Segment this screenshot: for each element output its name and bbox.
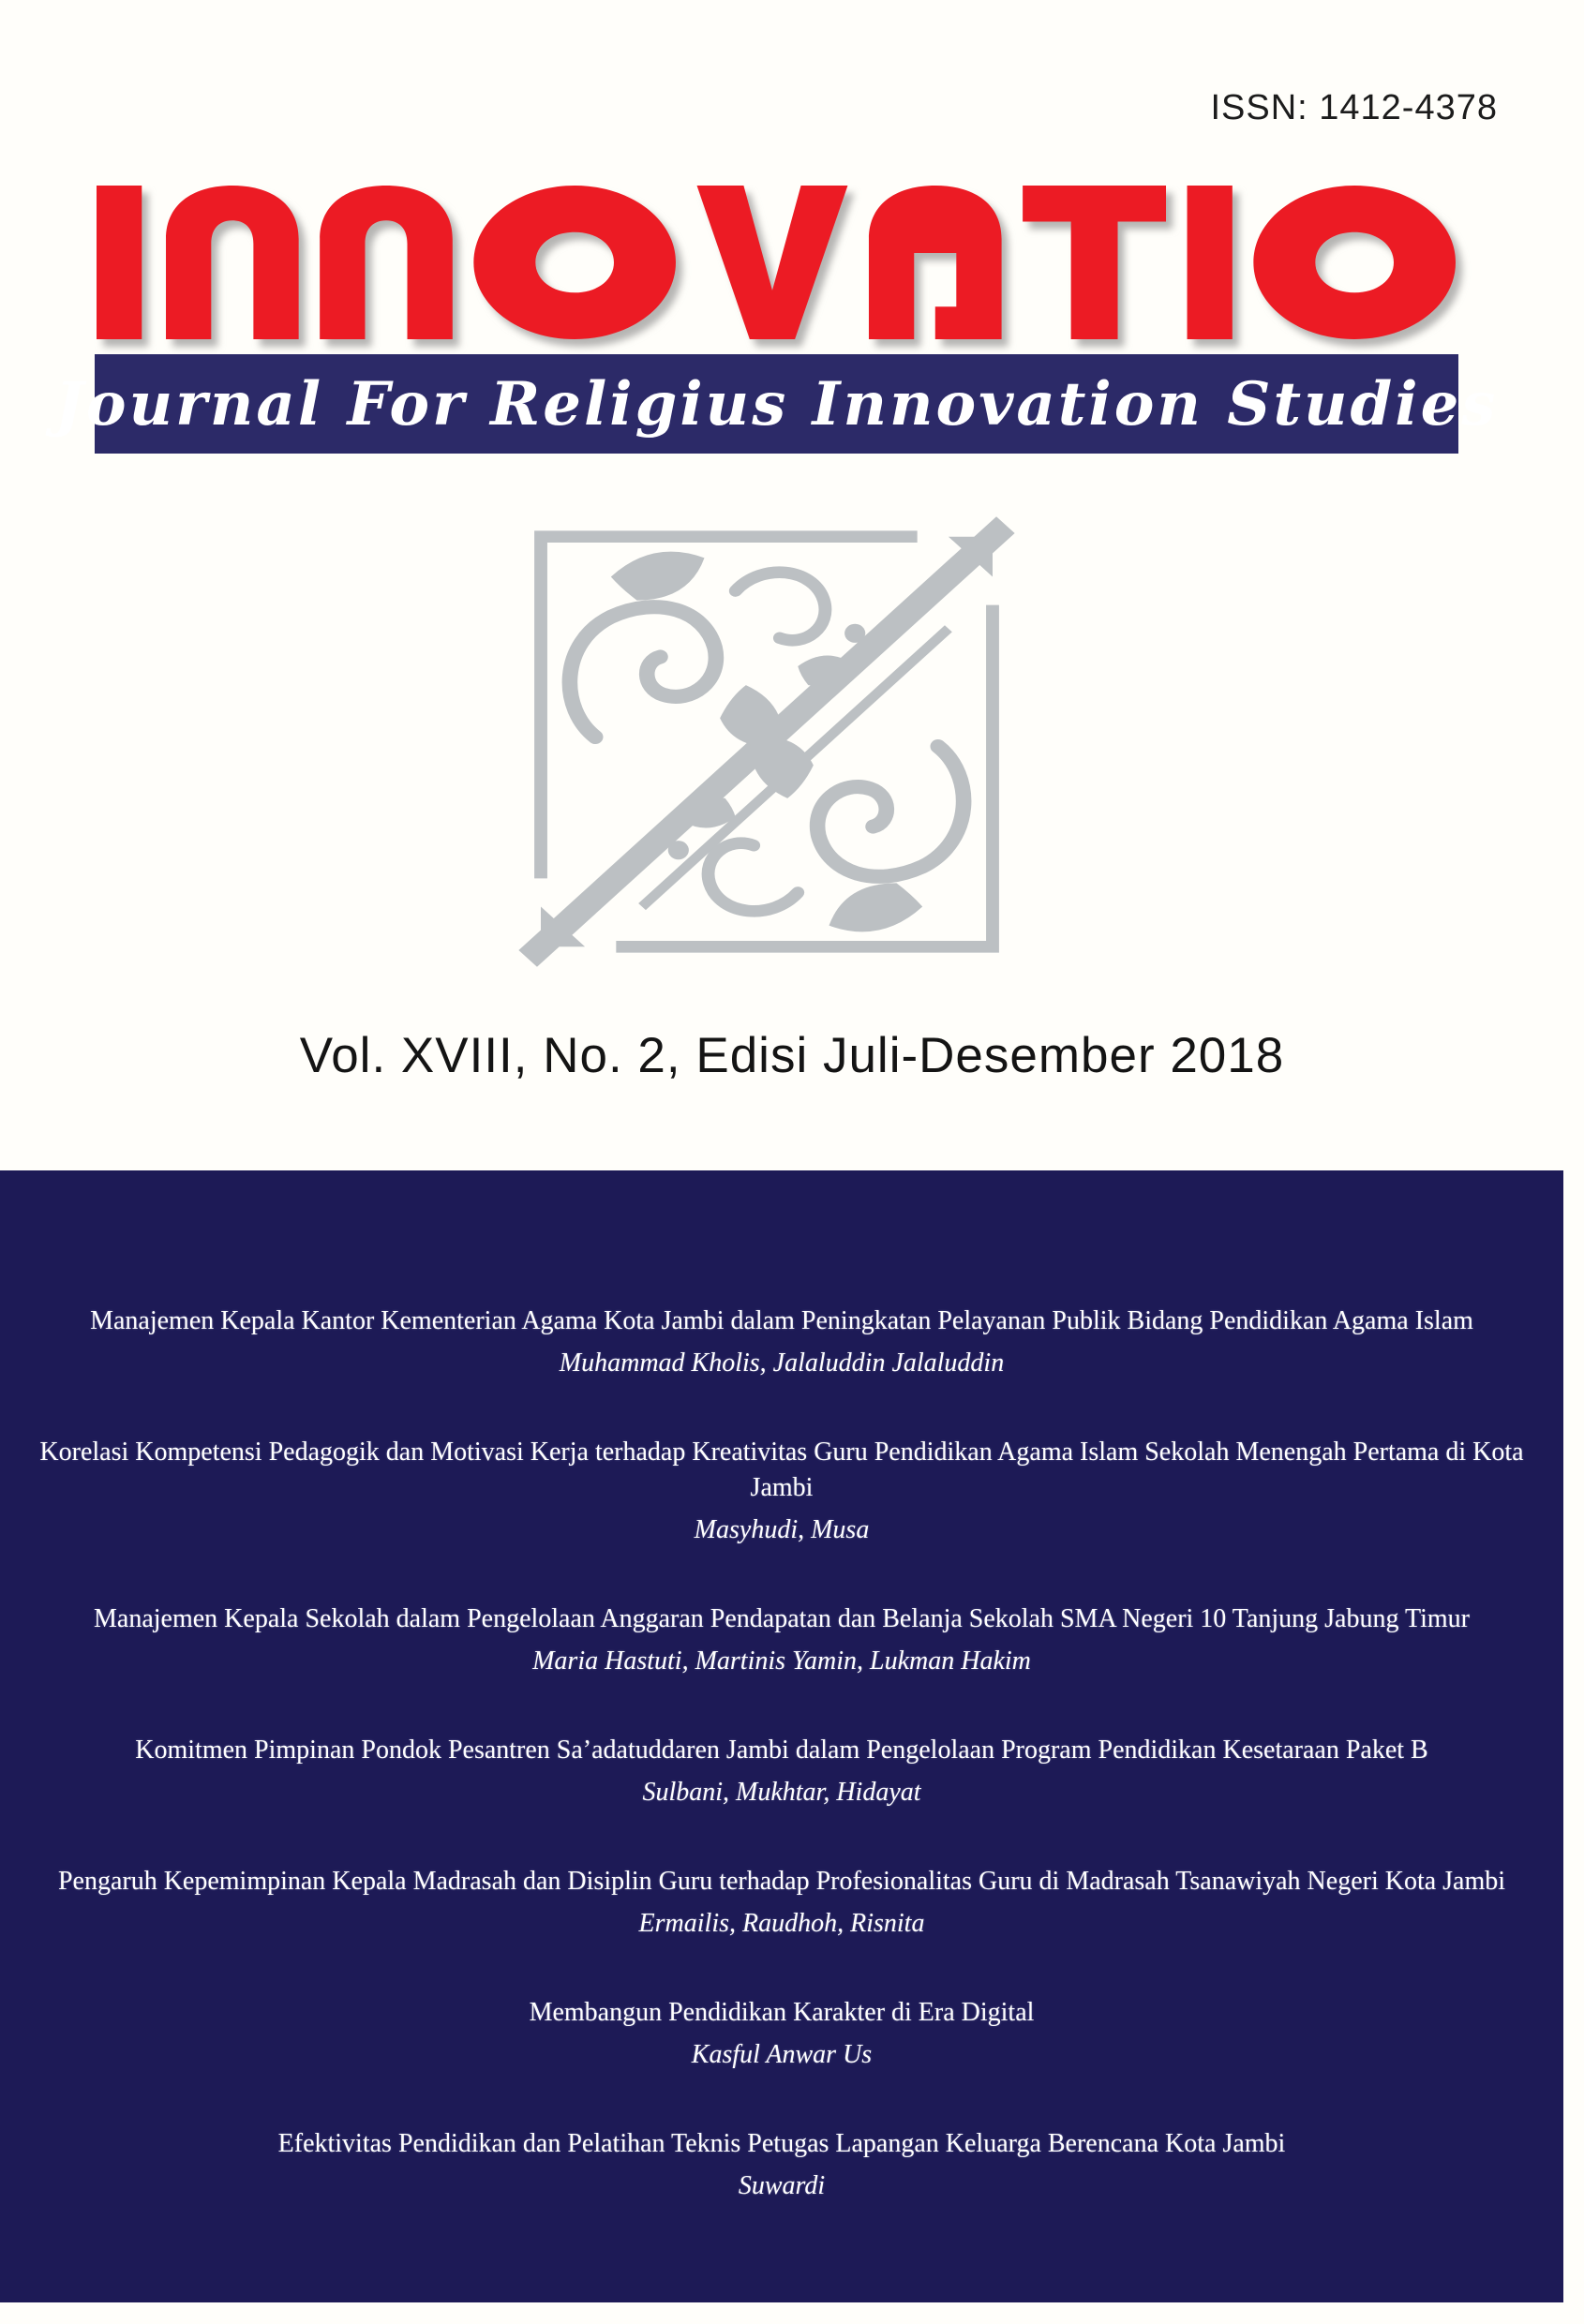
toc-entry xyxy=(32,2126,1532,2204)
article-title: Pengaruh Kepemimpinan Kepala Madrasah dan Disiplin Guru terhadap Profesionalitas Guru di Madrasah Tsanawiyah Negeri Kota Jambi xyxy=(57,1867,1506,1896)
issn-label: ISSN: 1412-4378 xyxy=(1210,88,1498,127)
article-title: Membangun Pendidikan Karakter di Era Digital xyxy=(529,1998,1035,2027)
article-authors: Masyhudi, Musa xyxy=(694,1515,870,1544)
toc-entry xyxy=(32,1995,1532,2073)
toc-entry xyxy=(32,1733,1532,1810)
toc-panel xyxy=(0,1170,1563,2302)
article-authors: Maria Hastuti, Martinis Yamin, Lukman Hakim xyxy=(532,1646,1031,1676)
article-title: Korelasi Kompetensi Pedagogik dan Motivasi Kerja terhadap Kreativitas Guru Pendidikan Agama Islam Sekolah Menengah Pertama di Kota Jambi xyxy=(39,1438,1524,1502)
toc-entry xyxy=(32,1601,1532,1679)
innovatio-logo xyxy=(97,186,1456,339)
innovatio-logo-graphic xyxy=(97,186,1456,339)
floral-ornament-icon xyxy=(507,506,1026,977)
article-title: Komitmen Pimpinan Pondok Pesantren Sa’adatuddaren Jambi dalam Pengelolaan Program Pendidikan Kesetaraan Paket B xyxy=(135,1736,1428,1765)
journal-subtitle-banner xyxy=(54,354,1499,454)
article-authors: Muhammad Kholis, Jalaluddin Jalaluddin xyxy=(559,1348,1005,1378)
article-authors: Suwardi xyxy=(738,2171,826,2200)
article-authors: Kasful Anwar Us xyxy=(691,2040,873,2069)
article-authors: Ermailis, Raudhoh, Risnita xyxy=(638,1909,925,1938)
article-authors: Sulbani, Mukhtar, Hidayat xyxy=(642,1778,921,1807)
toc-entry xyxy=(32,1304,1532,1381)
edition-line: Vol. XVIII, No. 2, Edisi Juli-Desember 2018 xyxy=(299,1028,1285,1083)
article-title: Manajemen Kepala Sekolah dalam Pengelolaan Anggaran Pendapatan dan Belanja Sekolah SMA Negeri 10 Tanjung Jabung Timur xyxy=(94,1604,1470,1633)
toc-entry xyxy=(32,1864,1532,1942)
article-title: Manajemen Kepala Kantor Kementerian Agama Kota Jambi dalam Peningkatan Pelayanan Publik Bidang Pendidikan Agama Islam xyxy=(90,1306,1473,1335)
journal-subtitle: Journal For Religius Innovation Studies xyxy=(54,368,1499,439)
toc-entry xyxy=(32,1435,1532,1548)
article-title: Efektivitas Pendidikan dan Pelatihan Teknis Petugas Lapangan Keluarga Berencana Kota Jambi xyxy=(277,2129,1286,2158)
